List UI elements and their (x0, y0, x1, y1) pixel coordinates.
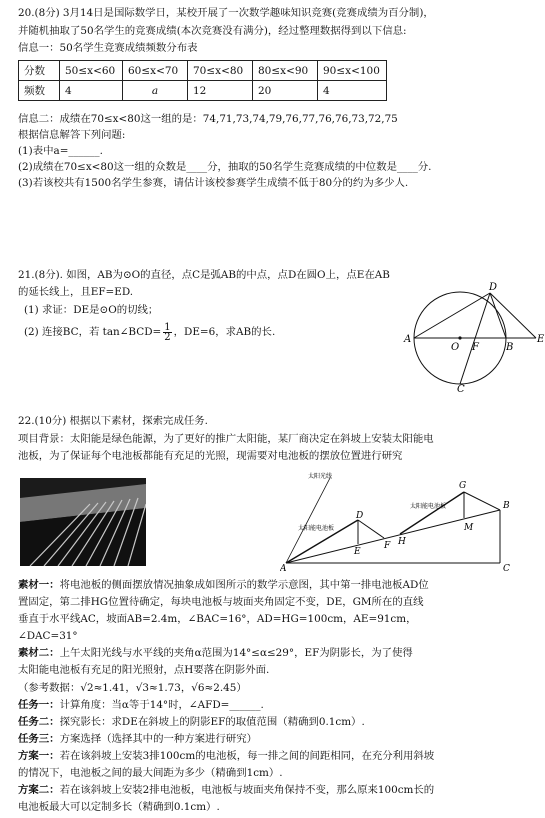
q22-line2: 项目背景：太阳能是绿色能源，为了更好的推广太阳能，某厂商决定在斜坡上安装太阳能电 (18, 433, 434, 445)
label-e: E (354, 547, 361, 557)
table-row (19, 81, 387, 101)
label-panel-top: 太阳能电池板 (410, 503, 447, 510)
circle-diagram (398, 280, 545, 392)
line-ab (286, 510, 500, 563)
line-de (490, 293, 536, 338)
q20-part1: (1)表中a=______. (18, 145, 103, 157)
task1 (18, 698, 264, 712)
table-cell: 70≤x<80 (188, 61, 253, 81)
plan1-line2: 的情况下，电池板之间的最大间距为多少（精确到1cm）. (18, 767, 283, 779)
label-b: B (506, 342, 514, 353)
q20-info2: 信息二：成绩在70≤x<80这一组的是：74,71,73,74,79,76,77,76,76,73,72,75 (18, 113, 398, 125)
panel-hg (400, 492, 464, 534)
fraction (163, 323, 171, 342)
label-a: A (404, 334, 412, 345)
label-o: O (451, 342, 460, 353)
material1-line1 (18, 578, 429, 592)
table-cell: 12 (188, 81, 253, 101)
table-cell: 4 (318, 81, 387, 101)
table-cell: 分数 (19, 61, 60, 81)
task3 (18, 732, 257, 746)
q21-line2: 的延长线上，且EF=ED. (18, 286, 134, 298)
material1-line4: ∠DAC=31° (18, 630, 78, 642)
label-panel-left: 太阳能电池板 (298, 525, 335, 532)
plan2-line2: 电池板最大可以定制多长（精确到0.1cm）. (18, 801, 220, 813)
q21-part2 (24, 320, 275, 344)
task3-text: 方案选择（选择其中的一种方案进行研究） (59, 733, 257, 745)
q20-part2: (2)成绩在70≤x<80这一组的众数是____分，抽取的50名学生竞赛成绩的中位数是____分. (18, 161, 432, 173)
table-cell: 20 (253, 81, 318, 101)
plan2-line1 (18, 783, 434, 797)
table-cell: 4 (60, 81, 123, 101)
center-point (458, 336, 461, 339)
plan2-text1: 若在该斜坡上安装2排电池板，电池板与坡面夹角保持不变，那么原来100cm长的 (59, 784, 435, 796)
task2-title: 任务二： (18, 716, 60, 728)
label-c: C (503, 564, 510, 572)
table-cell: a (123, 81, 188, 101)
table-cell: 60≤x<70 (123, 61, 188, 81)
q21-part1: (1) 求证：DE是⊙O的切线； (24, 304, 159, 316)
table-header-row (19, 61, 387, 81)
label-h: H (398, 537, 406, 547)
frequency-table (18, 60, 387, 101)
plan1-title: 方案一： (18, 750, 60, 762)
label-g: G (459, 481, 467, 491)
q21-part2-text-a: (2) 连接BC，若 tan∠BCD= (24, 326, 162, 338)
plan2-title: 方案二： (18, 784, 60, 796)
task1-text: 计算角度：当α等于14°时，∠AFD=______. (59, 699, 264, 711)
material1-line3: 垂直于水平线AC，坡面AB=2.4m，∠BAC=16°，AD=HG=100cm，AE=91cm， (18, 613, 417, 625)
table-cell: 频数 (19, 81, 60, 101)
line-ad (414, 293, 490, 338)
task1-title: 任务一： (18, 699, 60, 711)
table-cell: 80≤x<90 (253, 61, 318, 81)
material1-text1: 将电池板的侧面摆放情况抽象成如图所示的数学示意图，其中第一排电池板AD位 (59, 579, 429, 591)
plan1-text1: 若在该斜坡上安装3排100cm的电池板，每一排之间的间距相同，在充分利用斜坡 (59, 750, 435, 762)
material2-line2: 太阳能电池板有充足的阳光照射，点H要落在阴影外面. (18, 664, 270, 676)
q22-line1: 22.(10分) 根据以下素材，探索完成任务. (18, 415, 208, 427)
solar-panel-photo (20, 478, 146, 566)
q22-line3: 池板，为了保证每个电池板都能有充足的光照，现需要对电池板的摆放位置进行研究 (18, 450, 403, 462)
line-gb (464, 492, 500, 510)
task2 (18, 715, 365, 729)
label-f: F (472, 342, 479, 353)
solar-panel-photo-art (20, 478, 146, 566)
fraction-denominator: 2 (164, 331, 171, 343)
label-m: M (464, 523, 474, 533)
table-cell: 50≤x<60 (60, 61, 123, 81)
q20-part3: (3)若该校共有1500名学生参赛，请估计该校参赛学生成绩不低于80分的约为多少人. (18, 177, 409, 189)
label-c: C (457, 384, 465, 392)
material1-title: 素材一： (18, 579, 60, 591)
reference-data: （参考数据：√2≈1.41，√3≈1.73，√6≈2.45） (18, 682, 247, 694)
solar-diagram (280, 468, 520, 572)
label-d: D (356, 511, 364, 521)
material1-line2: 置固定，第二排HG位置待确定，每块电池板与坡面夹角固定不变，DE，GM所在的直线 (18, 596, 424, 608)
line-df (358, 520, 384, 538)
q20-line2: 并随机抽取了50名学生的竞赛成绩(本次竞赛没有满分)，经过整理数据得到以下信息: (18, 25, 407, 37)
material2-title: 素材二： (18, 647, 60, 659)
label-e: E (537, 334, 545, 345)
task2-text: 探究影长：求DE在斜坡上的阴影EF的取值范围（精确到0.1cm）. (59, 716, 365, 728)
fraction-numerator: 1 (164, 321, 171, 333)
material2-text1: 上午太阳光线与水平线的夹角α范围为14°≤α≤29°，EF为阴影长，为了使得 (59, 647, 413, 659)
q21-part2-text-b: ，DE=6，求AB的长. (173, 326, 276, 338)
label-b: B (503, 501, 510, 511)
q21-line1: 21.(8分). 如图，AB为⊙O的直径，点C是弧AB的中点，点D在圆O上，点E在AB (18, 269, 390, 281)
label-d: D (489, 282, 498, 293)
table-cell: 90≤x<100 (318, 61, 387, 81)
q20-info1: 信息一：50名学生竞赛成绩频数分布表 (18, 42, 198, 54)
task3-title: 任务三： (18, 733, 60, 745)
label-f: F (384, 541, 391, 551)
label-a: A (280, 564, 287, 572)
q20-instruction: 根据信息解答下列问题: (18, 129, 126, 141)
plan1-line1 (18, 749, 434, 763)
label-sunlight: 太阳光线 (308, 473, 333, 480)
material2-line1 (18, 646, 413, 660)
q20-line1: 20.(8分) 3月14日是国际数学日，某校开展了一次数学趣味知识竞赛(竞赛成绩为百分制)， (18, 7, 434, 19)
line-db (490, 293, 506, 338)
